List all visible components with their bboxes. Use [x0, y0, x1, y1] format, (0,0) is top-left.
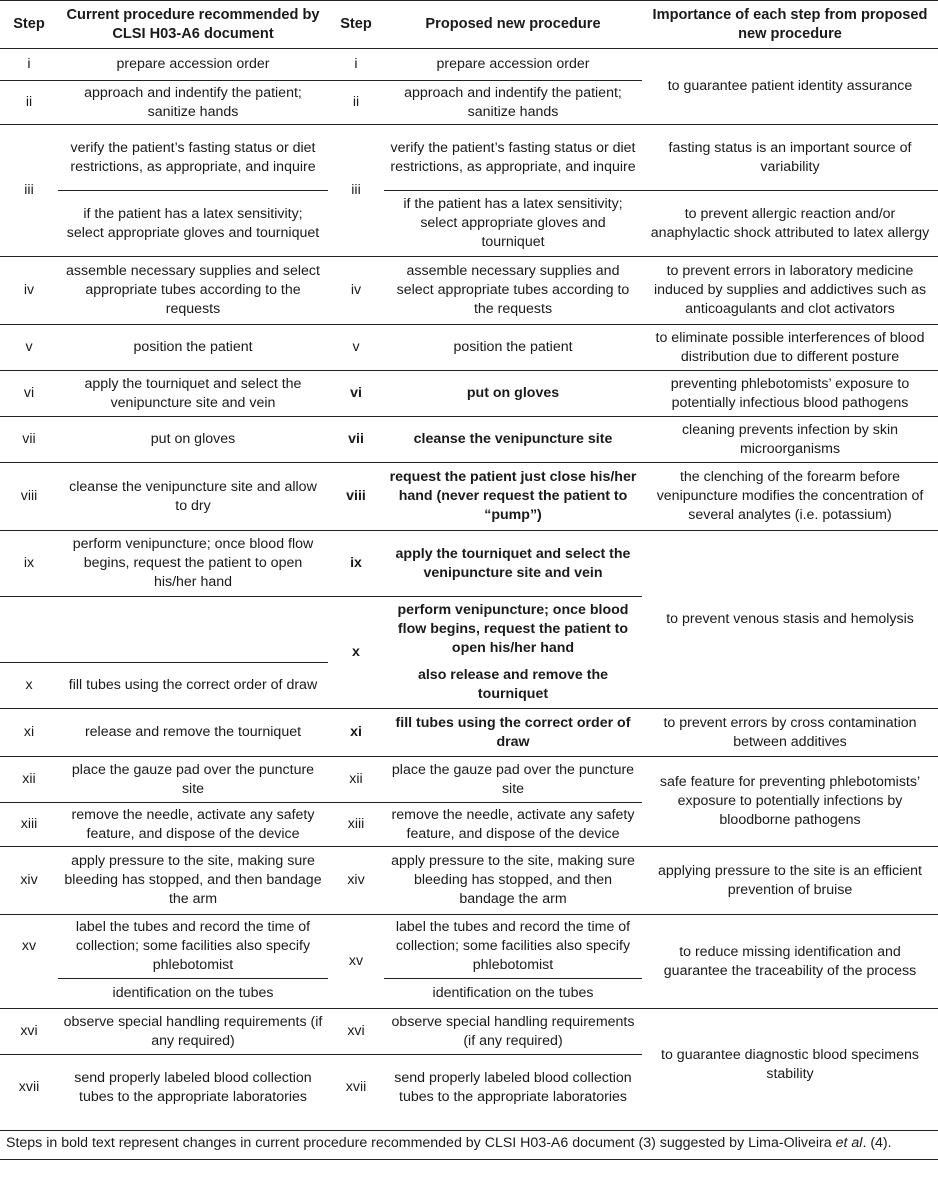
proposed-step-text: also release and remove the tourniquet: [417, 667, 609, 703]
proposed-step-text: cleanse the venipuncture site: [384, 417, 642, 463]
current-step-text: prepare accession order: [116, 56, 270, 72]
step-current: iii: [0, 125, 58, 257]
step-current: x: [0, 663, 58, 709]
proposed-step-text: apply pressure to the site, making sure bleeding has stopped, and then bandage the arm: [384, 847, 642, 915]
step-proposed: i: [354, 56, 358, 72]
table-row: [0, 325, 938, 371]
table-row: [0, 125, 938, 191]
table-row: [0, 757, 938, 803]
current-step-text: put on gloves: [58, 417, 328, 463]
step-proposed: v: [328, 325, 384, 371]
step-proposed: ix: [328, 531, 384, 597]
step-current: iv: [0, 257, 58, 325]
table-row: [0, 257, 938, 325]
table-row: [0, 847, 938, 915]
step-proposed: xv: [328, 915, 384, 1009]
current-step-text: apply pressure to the site, making sure bleeding has stopped, and then bandage the arm: [58, 847, 328, 915]
step-proposed: xi: [328, 709, 384, 757]
proposed-step-text: place the gauze pad over the puncture site: [384, 757, 642, 803]
footnote-etal: et al: [835, 1135, 863, 1151]
current-step-text: assemble necessary supplies and select appropriate tubes according to the requests: [58, 257, 328, 325]
proposed-step-text: send properly labeled blood collection tubes to the appropriate laboratories: [384, 1055, 642, 1121]
step-proposed: xvi: [328, 1009, 384, 1055]
table-row: [0, 531, 938, 597]
proposed-step-text: apply the tourniquet and select the venipuncture site and vein: [384, 531, 642, 597]
importance-text: applying pressure to the site is an efficient prevention of bruise: [642, 847, 938, 915]
importance-text: to prevent errors by cross contamination between additives: [642, 709, 938, 757]
proposed-step-text: approach and indentify the patient; sanitize hands: [384, 81, 642, 125]
proposed-step-text: perform venipuncture; once blood flow begins, request the patient to open his/her hand: [384, 597, 642, 663]
importance-text: safe feature for preventing phlebotomists’ exposure to potentially infections by bloodborne pathogens: [642, 757, 938, 847]
current-step-text: release and remove the tourniquet: [58, 709, 328, 757]
step-current: xiii: [0, 803, 58, 847]
header-current-procedure: Current procedure recommended by CLSI H03-A6 document: [58, 1, 328, 49]
importance-text: to prevent allergic reaction and/or anaphylactic shock attributed to latex allergy: [642, 191, 938, 257]
step-proposed: vi: [328, 371, 384, 417]
table-row: [0, 1009, 938, 1055]
current-step-text: verify the patient’s fasting status or diet restrictions, as appropriate, and inquire: [58, 125, 328, 191]
proposed-step-text: put on gloves: [384, 371, 642, 417]
table-row: [0, 49, 938, 81]
step-current: xii: [0, 757, 58, 803]
step-proposed: xiii: [328, 803, 384, 847]
step-current: xvii: [0, 1055, 58, 1121]
step-proposed: x: [328, 597, 384, 709]
proposed-step-text: label the tubes and record the time of collection; some facilities also specify phlebotomist: [384, 915, 642, 979]
proposed-step-text: if the patient has a latex sensitivity; select appropriate gloves and tourniquet: [384, 191, 642, 257]
importance-text: preventing phlebotomists’ exposure to potentially infectious blood pathogens: [642, 371, 938, 417]
current-step-text: apply the tourniquet and select the venipuncture site and vein: [58, 371, 328, 417]
step-current: vi: [0, 371, 58, 417]
footnote-divider-top: [0, 1130, 938, 1131]
importance-text: to prevent venous stasis and hemolysis: [642, 531, 938, 709]
step-current: i: [27, 56, 31, 72]
step-proposed: iv: [328, 257, 384, 325]
importance-text: to guarantee patient identity assurance: [667, 78, 913, 94]
step-current: viii: [0, 463, 58, 531]
importance-text: to prevent errors in laboratory medicine induced by supplies and addictives such as anticoagulants and clot activators: [642, 257, 938, 325]
step-current-empty: [0, 979, 58, 1009]
step-current: vii: [0, 417, 58, 463]
step-current: xi: [0, 709, 58, 757]
current-step-text: approach and indentify the patient; sanitize hands: [58, 81, 328, 125]
current-step-text: cleanse the venipuncture site and allow to dry: [58, 463, 328, 531]
current-step-text: remove the needle, activate any safety feature, and dispose of the device: [58, 803, 328, 847]
table-row: [0, 463, 938, 531]
step-current: ix: [0, 531, 58, 597]
proposed-step-text: observe special handling requirements (if any required): [384, 1009, 642, 1055]
current-step-text: send properly labeled blood collection tubes to the appropriate laboratories: [58, 1055, 328, 1121]
current-step-text: place the gauze pad over the puncture site: [58, 757, 328, 803]
step-proposed: xiv: [328, 847, 384, 915]
importance-text: to guarantee diagnostic blood specimens stability: [642, 1009, 938, 1121]
step-proposed: xii: [328, 757, 384, 803]
proposed-step-text: identification on the tubes: [384, 979, 642, 1009]
table-row: [0, 915, 938, 979]
proposed-step-text: verify the patient’s fasting status or diet restrictions, as appropriate, and inquire: [384, 125, 642, 191]
proposed-step-text: assemble necessary supplies and select appropriate tubes according to the requests: [384, 257, 642, 325]
table-row: [0, 191, 938, 257]
importance-text: cleaning prevents infection by skin microorganisms: [642, 417, 938, 463]
header-proposed-procedure: Proposed new procedure: [384, 1, 642, 49]
table-row: [0, 417, 938, 463]
header-step-proposed: Step: [328, 1, 384, 49]
importance-text: to eliminate possible interferences of blood distribution due to different posture: [642, 325, 938, 371]
step-proposed: vii: [328, 417, 384, 463]
current-step-text: perform venipuncture; once blood flow begins, request the patient to open his/her hand: [58, 531, 328, 597]
current-step-empty: [58, 597, 328, 663]
header-importance: Importance of each step from proposed new procedure: [642, 1, 938, 49]
step-current: ii: [0, 81, 58, 125]
step-current: xiv: [0, 847, 58, 915]
footnote-text: Steps in bold text represent changes in current procedure recommended by CLSI H03-A6 document (3) suggested by Lima-Oliveira: [6, 1135, 836, 1151]
proposed-step-text: position the patient: [384, 325, 642, 371]
table-header-row: [0, 1, 938, 49]
step-proposed: xvii: [328, 1055, 384, 1121]
current-step-text: observe special handling requirements (if any required): [58, 1009, 328, 1055]
footnote-divider-bottom: [0, 1159, 938, 1160]
step-current-empty: [0, 597, 58, 663]
step-proposed: viii: [328, 463, 384, 531]
proposed-step-text: prepare accession order: [436, 56, 590, 72]
importance-text: the clenching of the forearm before venipuncture modifies the concentration of several analytes (i.e. potassium): [642, 463, 938, 531]
current-step-text: label the tubes and record the time of collection; some facilities also specify phlebotomist: [58, 915, 328, 979]
importance-text: to reduce missing identification and guarantee the traceability of the process: [642, 915, 938, 1009]
table-row: [0, 709, 938, 757]
proposed-step-text: fill tubes using the correct order of draw: [384, 709, 642, 757]
proposed-step-text: remove the needle, activate any safety feature, and dispose of the device: [384, 803, 642, 847]
header-step: Step: [0, 1, 58, 49]
step-current: xvi: [0, 1009, 58, 1055]
step-current: xv: [0, 915, 58, 979]
step-current: v: [0, 325, 58, 371]
table-row: [0, 371, 938, 417]
current-step-text: fill tubes using the correct order of draw: [58, 663, 328, 709]
current-step-text: identification on the tubes: [58, 979, 328, 1009]
footnote-ref: . (4).: [862, 1135, 892, 1151]
current-step-text: position the patient: [58, 325, 328, 371]
step-proposed: iii: [328, 125, 384, 257]
importance-text: fasting status is an important source of variability: [642, 125, 938, 191]
step-proposed: ii: [328, 81, 384, 125]
table-footnote: [6, 1134, 936, 1153]
proposed-step-text: request the patient just close his/her hand (never request the patient to “pump”): [384, 463, 642, 531]
current-step-text: if the patient has a latex sensitivity; select appropriate gloves and tourniquet: [58, 191, 328, 257]
